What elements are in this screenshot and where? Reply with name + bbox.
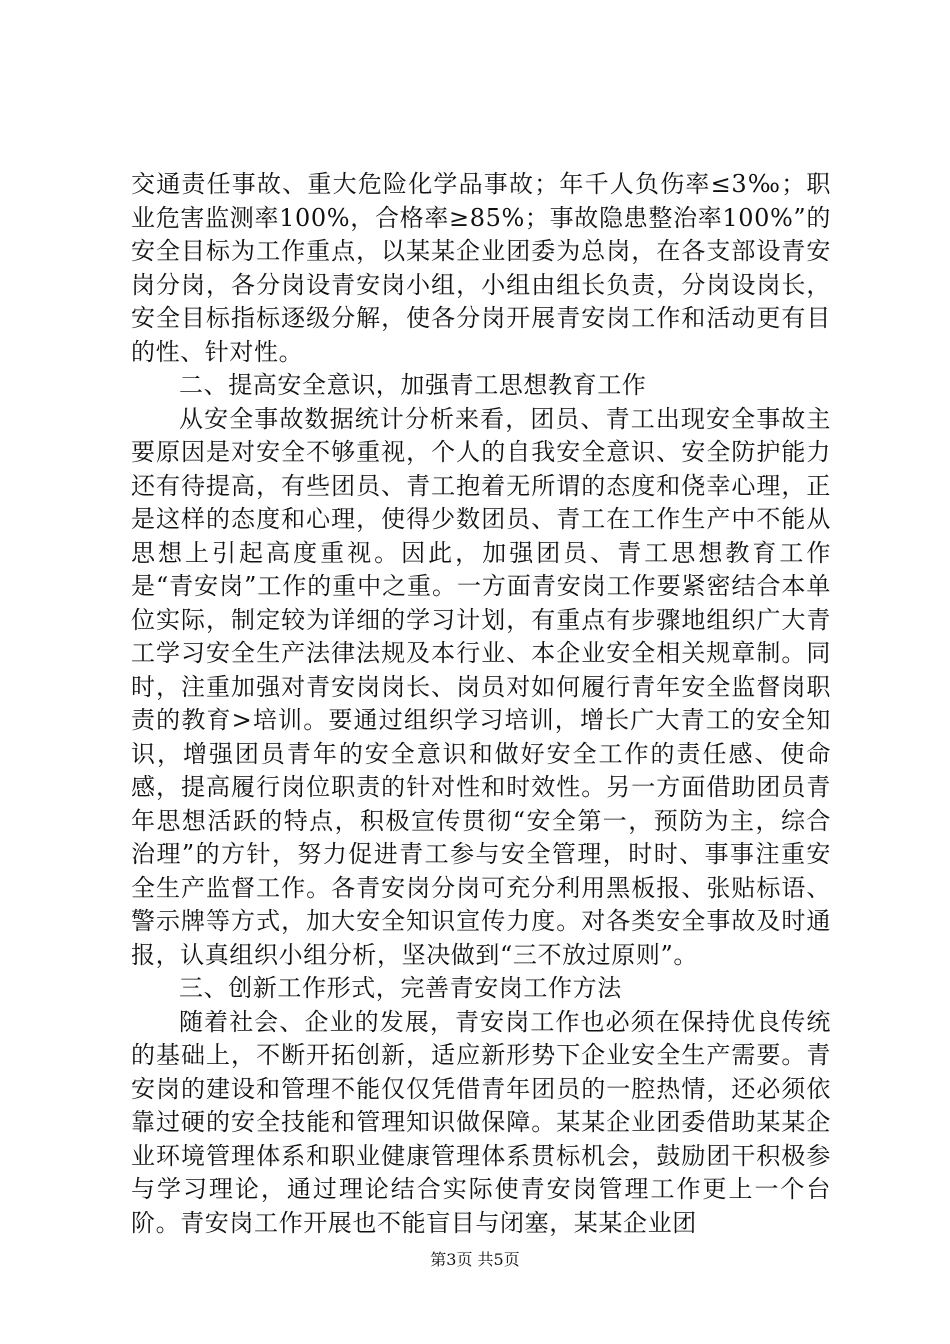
paragraph-continuation: 交通责任事故、重大危险化学品事故；年千人负伤率≤3‰；职业危害监测率100%，合格率≥85%；事故隐患整治率100%”的安全目标为工作重点，以某某企业团委为总岗，在各支部设青安岗分岗，各分岗设青安岗小组，小组由组长负责，分岗设岗长，安全目标指标逐级分解，使各分岗开展青安岗工作和活动更有目的性、针对性。	[131, 170, 831, 366]
document-body	[131, 168, 831, 1240]
paragraph-section-3: 随着社会、企业的发展，青安岗工作也必须在保持优良传统的基础上，不断开拓创新，适应新形势下企业安全生产需要。青安岗的建设和管理不能仅仅凭借青年团员的一腔热情，还必须依靠过硬的安全技能和管理知识做保障。某某企业团委借助某某企业环境管理体系和职业健康管理体系贯标机会，鼓励团干积极参与学习理论，通过理论结合实际使青安岗管理工作更上一个台阶。青安岗工作开展也不能盲目与闭塞，某某企业团	[131, 1007, 831, 1237]
page-number-footer: 第3页 共5页	[430, 1250, 520, 1269]
section-heading-2: 二、提高安全意识，加强青工思想教育工作	[179, 371, 647, 399]
section-heading-3: 三、创新工作形式，完善青安岗工作方法	[179, 974, 622, 1002]
paragraph-section-2: 从安全事故数据统计分析来看，团员、青工出现安全事故主要原因是对安全不够重视，个人的自我安全意识、安全防护能力还有待提高，有些团员、青工抱着无所谓的态度和侥幸心理，正是这样的态度和心理，使得少数团员、青工在工作生产中不能从思想上引起高度重视。因此，加强团员、青工思想教育工作是“青安岗”工作的重中之重。一方面青安岗工作要紧密结合本单位实际，制定较为详细的学习计划，有重点有步骤地组织广大青工学习安全生产法律法规及本行业、本企业安全相关规章制。同时，注重加强对青安岗岗长、岗员对如何履行青年安全监督岗职责的教育>培训。要通过组织学习培训，增长广大青工的安全知识，增强团员青年的安全意识和做好安全工作的责任感、使命感，提高履行岗位职责的针对性和时效性。另一方面借助团员青年思想活跃的特点，积极宣传贯彻“安全第一，预防为主，综合治理”的方针，努力促进青工参与安全管理，时时、事事注重安全生产监督工作。各青安岗分岗可充分利用黑板报、张贴标语、警示牌等方式，加大安全知识宣传力度。对各类安全事故及时通报，认真组织小组分析，坚决做到“三不放过原则”。	[131, 404, 831, 969]
